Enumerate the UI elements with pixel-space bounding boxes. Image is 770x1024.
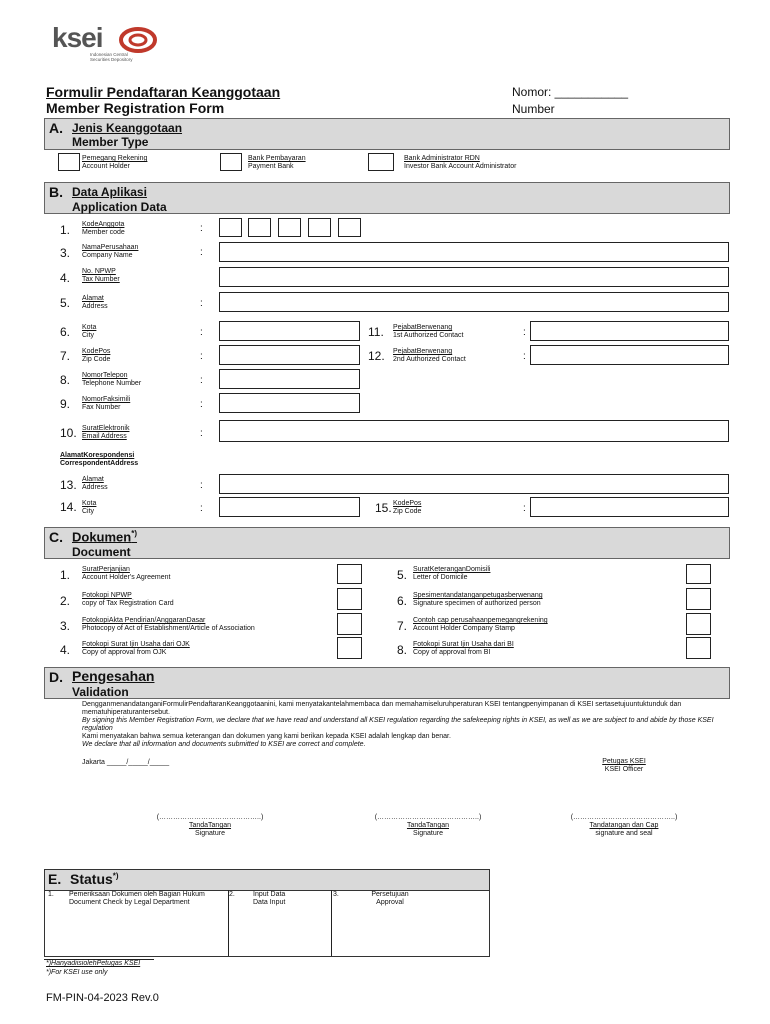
signature-block-1 (132, 814, 288, 838)
doc-label-id: Fotokopi Surat Ijin Usaha dari OJK (82, 641, 190, 648)
label-id: Alamat (82, 295, 104, 302)
validation-p2: By signing this Member Registration Form, we declare that we have read and understand all KSEI regulation regarding the safekeeping rights in KSEI, as well as we are subject to and abide by those KSEI regulation (82, 717, 714, 732)
field-number: 15. (375, 501, 392, 515)
corr-zip-input[interactable] (530, 497, 729, 517)
section-e-letter: E. (48, 871, 62, 887)
officer-en: KSEI Officer (604, 766, 644, 773)
status-divider-2 (331, 890, 332, 956)
field-label-zip (82, 348, 110, 364)
colon: : (523, 503, 526, 514)
colon: : (200, 298, 203, 309)
signature-label-en: signature and seal (595, 830, 653, 837)
section-a-letter: A. (49, 120, 63, 136)
doc-label-id: Spesimentandatanganpetugasberwenang (413, 592, 543, 599)
fax-input[interactable] (219, 393, 360, 413)
label-en: 1st Authorized Contact (393, 332, 464, 339)
label-en: Address (82, 484, 108, 491)
label-id: SuratElektronik (82, 425, 130, 432)
doc-label (413, 566, 490, 582)
field-number: 10. (60, 426, 77, 440)
doc-number: 3. (60, 619, 71, 633)
colon: : (200, 327, 203, 338)
doc-checkbox-5[interactable] (686, 564, 711, 584)
option-label-en: Account Holder (82, 163, 130, 170)
corr-city-input[interactable] (219, 497, 360, 517)
label-id: KodePos (393, 500, 422, 507)
correspondence-heading-en: CorrespondentAddress (60, 460, 139, 467)
colon: : (200, 480, 203, 491)
doc-label-en: Photocopy of Act of Establishment/Article of Association (82, 625, 255, 632)
number-label: Number (512, 102, 555, 116)
section-d-title-en: Validation (72, 685, 129, 699)
doc-label-id: SuratPerjanjian (82, 566, 130, 573)
status-cell-input (253, 891, 285, 907)
label-id: PejabatBerwenang (393, 324, 453, 331)
doc-checkbox-6[interactable] (686, 588, 711, 610)
signature-block-3 (546, 814, 702, 838)
section-c-header (44, 527, 730, 559)
status-text-id: Pemeriksaan Dokumen oleh Bagian Hukum (69, 891, 205, 898)
doc-checkbox-4[interactable] (337, 637, 362, 659)
option-label-en: Investor Bank Account Administrator (404, 163, 517, 170)
footnote (46, 959, 140, 977)
status-num: 3. (333, 891, 339, 898)
field-number: 13. (60, 478, 77, 492)
label-id: Alamat (82, 476, 104, 483)
ksei-officer (596, 758, 652, 774)
status-text-en: Data Input (253, 899, 286, 906)
colon: : (523, 327, 526, 338)
tax-number-input[interactable] (219, 267, 729, 287)
section-e-title-text: Status (70, 871, 113, 887)
contact-2-input[interactable] (530, 345, 729, 365)
section-a-title-en: Member Type (72, 135, 149, 149)
signature-block-2 (350, 814, 506, 838)
logo-text: ksei (52, 22, 103, 53)
logo-swirl-icon (118, 26, 158, 54)
doc-label-en: Signature specimen of authorized person (413, 600, 541, 607)
option-label-id: Bank Administrator RDN (404, 155, 480, 162)
email-input[interactable] (219, 420, 729, 442)
field-number: 7. (60, 349, 71, 363)
correspondence-heading (60, 452, 138, 468)
colon: : (200, 399, 203, 410)
title-english: Member Registration Form (46, 100, 225, 116)
signature-label-id: TandaTangan (406, 822, 450, 829)
field-label-company-name (82, 244, 138, 260)
field-label-telephone (82, 372, 141, 388)
section-e-header (45, 870, 489, 891)
signature-label-id: Tandatangan dan Cap (589, 822, 659, 829)
label-id: Kota (82, 500, 97, 507)
field-number: 3. (60, 246, 71, 260)
doc-checkbox-7[interactable] (686, 613, 711, 635)
label-en: Tax Number (82, 276, 120, 283)
label-en: Telephone Number (82, 380, 142, 387)
field-label-corr-address (82, 476, 108, 492)
doc-label (413, 592, 543, 608)
contact-1-input[interactable] (530, 321, 729, 341)
section-c-sup: *) (131, 529, 138, 538)
section-c-letter: C. (49, 529, 63, 545)
section-c-title-en: Document (72, 545, 131, 559)
field-number: 1. (60, 223, 71, 237)
doc-number: 1. (60, 568, 71, 582)
label-en: Address (82, 303, 108, 310)
label-en: Email Address (82, 433, 127, 440)
label-id: No. NPWP (82, 268, 116, 275)
doc-label-en: copy of Tax Registration Card (82, 600, 174, 607)
section-b-title-id: Data Aplikasi (72, 185, 147, 199)
label-id: NomorTelepon (82, 372, 128, 379)
doc-label (82, 592, 174, 608)
nomor-label: Nomor: ___________ (512, 85, 629, 99)
status-num: 2. (229, 891, 235, 898)
colon: : (200, 247, 203, 258)
field-label-corr-zip (393, 500, 421, 516)
status-cell-legal (69, 891, 229, 907)
signature-dots: (……………………………………..) (156, 814, 264, 821)
doc-label (82, 641, 190, 657)
label-id: NamaPerusahaan (82, 244, 139, 251)
doc-checkbox-8[interactable] (686, 637, 711, 659)
label-en: City (82, 508, 95, 515)
doc-checkbox-2[interactable] (337, 588, 362, 610)
corr-address-input[interactable] (219, 474, 729, 494)
colon: : (200, 351, 203, 362)
officer-id: Petugas KSEI (602, 758, 646, 765)
field-label-member-code (82, 221, 125, 237)
field-label-city (82, 324, 96, 340)
member-code-box-5[interactable] (338, 218, 361, 237)
colon: : (200, 428, 203, 439)
doc-label-id: Fotokopi Surat Ijin Usaha dari BI (413, 641, 514, 648)
section-e-sup: *) (112, 871, 119, 881)
status-cell-approval (350, 891, 430, 907)
label-en: Fax Number (82, 404, 121, 411)
section-e-table (44, 869, 490, 957)
field-label-contact-1 (393, 324, 463, 340)
doc-label-id: FotokopiAkta Pendirian/AnggaranDasar (82, 617, 206, 624)
validation-p1: DengganmenandatanganiFormulirPendaftaranKeanggotaanini, kami menyatakantelahmembaca dan memahamiseluruhperaturan KSEI tentangpenyimpanan di KSEI sertasetujuuntuktunduk dan mematuhiperaturantersebut. (82, 701, 682, 716)
field-number: 5. (60, 296, 71, 310)
doc-checkbox-3[interactable] (337, 613, 362, 635)
option-payment-bank (248, 155, 306, 171)
option-label-id: Pemegang Rekening (82, 155, 148, 162)
section-a-header (44, 118, 730, 150)
signature-label-en: Signature (195, 830, 225, 837)
field-number: 6. (60, 325, 71, 339)
section-d-letter: D. (49, 669, 63, 685)
footnote-id: *)HanyadiisiolehPetugas KSEI (46, 960, 141, 967)
section-b-title-en: Application Data (72, 200, 167, 214)
field-label-email (82, 425, 129, 441)
ksei-logo (52, 22, 162, 66)
doc-number: 7. (397, 619, 408, 633)
member-code-box-4[interactable] (308, 218, 331, 237)
title-indonesian: Formulir Pendaftaran Keanggotaan (46, 84, 281, 100)
doc-label-en: Copy of approval from BI (413, 649, 491, 656)
doc-number: 4. (60, 643, 71, 657)
option-account-holder (82, 155, 147, 171)
doc-checkbox-1[interactable] (337, 564, 362, 584)
field-label-contact-2 (393, 348, 466, 364)
checkbox-payment-bank[interactable] (220, 153, 242, 171)
field-number: 12. (368, 349, 385, 363)
doc-label-id: Contoh cap perusahaanpemegangrekening (413, 617, 548, 624)
doc-label-en: Account Holder Company Stamp (413, 625, 515, 632)
doc-label (413, 641, 514, 657)
section-b-header (44, 182, 730, 214)
date-line: Jakarta _____/_____/_____ (82, 759, 170, 766)
field-label-corr-city (82, 500, 96, 516)
label-en: Member code (82, 229, 125, 236)
doc-label-id: Fotokopi NPWP (82, 592, 132, 599)
zip-input[interactable] (219, 345, 360, 365)
label-en: 2nd Authorized Contact (393, 356, 466, 363)
footnote-en: *)For KSEI use only (46, 969, 108, 976)
colon: : (200, 223, 203, 234)
doc-number: 2. (60, 594, 71, 608)
field-number: 9. (60, 397, 71, 411)
status-text-en: Approval (376, 899, 404, 906)
field-number: 8. (60, 373, 71, 387)
doc-number: 8. (397, 643, 408, 657)
member-code-box-2[interactable] (248, 218, 271, 237)
status-text-id: Persetujuan (371, 891, 409, 898)
option-label-en: Payment Bank (248, 163, 294, 170)
doc-label (82, 566, 171, 582)
field-number: 14. (60, 500, 77, 514)
field-number: 11. (368, 325, 384, 339)
label-id: PejabatBerwenang (393, 348, 453, 355)
section-a-title-id: Jenis Keanggotaan (72, 121, 183, 135)
signature-dots: (……………………………………..) (374, 814, 482, 821)
signature-label-id: TandaTangan (188, 822, 232, 829)
status-num: 1. (48, 891, 54, 898)
doc-number: 6. (397, 594, 408, 608)
status-text-en: Document Check by Legal Department (69, 899, 190, 906)
validation-p3: Kami menyatakan bahwa semua keterangan dan dokumen yang kami berikan kepada KSEI adalah lengkap dan benar. (82, 733, 451, 740)
label-en: Zip Code (82, 356, 111, 363)
section-d-title-id: Pengesahan (72, 668, 155, 684)
signature-label-en: Signature (413, 830, 443, 837)
label-en: Company Name (82, 252, 133, 259)
label-id: NomorFaksimili (82, 396, 131, 403)
label-id: KodePos (82, 348, 111, 355)
field-number: 4. (60, 271, 71, 285)
doc-label (413, 617, 548, 633)
doc-label-en: Copy of approval from OJK (82, 649, 167, 656)
label-id: KodeAnggota (82, 221, 125, 228)
field-label-fax (82, 396, 130, 412)
validation-text (82, 701, 722, 749)
label-en: Zip Code (393, 508, 422, 515)
section-d-header (44, 667, 730, 699)
member-code-box-3[interactable] (278, 218, 301, 237)
company-name-input[interactable] (219, 242, 729, 262)
doc-label-id: SuratKeteranganDomisili (413, 566, 491, 573)
doc-number: 5. (397, 568, 408, 582)
correspondence-heading-id: AlamatKorespondensi (60, 452, 135, 459)
doc-label (82, 617, 255, 633)
validation-p4: We declare that all information and documents submitted to KSEI are correct and complete. (82, 741, 366, 748)
section-c-title-text: Dokumen (72, 529, 132, 545)
section-e-title (70, 871, 119, 887)
member-code-box-1[interactable] (219, 218, 242, 237)
telephone-input[interactable] (219, 369, 360, 389)
signature-dots: (……………………………………..) (570, 814, 678, 821)
address-input[interactable] (219, 292, 729, 312)
status-text-id: Input Data (253, 891, 286, 898)
logo-tagline-1: Indonesian Central (90, 52, 128, 57)
form-code: FM-PIN-04-2023 Rev.0 (46, 992, 159, 1004)
city-input[interactable] (219, 321, 360, 341)
field-label-address (82, 295, 108, 311)
logo-tagline-2: Securities Depository (90, 57, 133, 62)
doc-label-en: Account Holder's Agreement (82, 574, 171, 581)
label-en: City (82, 332, 95, 339)
option-label-id: Bank Pembayaran (248, 155, 306, 162)
colon: : (200, 503, 203, 514)
section-c-title-id (72, 529, 137, 544)
option-rdn-admin (404, 155, 516, 171)
doc-label-en: Letter of Domicile (413, 574, 468, 581)
colon: : (523, 351, 526, 362)
label-id: Kota (82, 324, 97, 331)
field-label-tax-number (82, 268, 120, 284)
checkbox-account-holder[interactable] (58, 153, 80, 171)
section-b-letter: B. (49, 184, 63, 200)
checkbox-rdn-admin[interactable] (368, 153, 394, 171)
colon: : (200, 375, 203, 386)
